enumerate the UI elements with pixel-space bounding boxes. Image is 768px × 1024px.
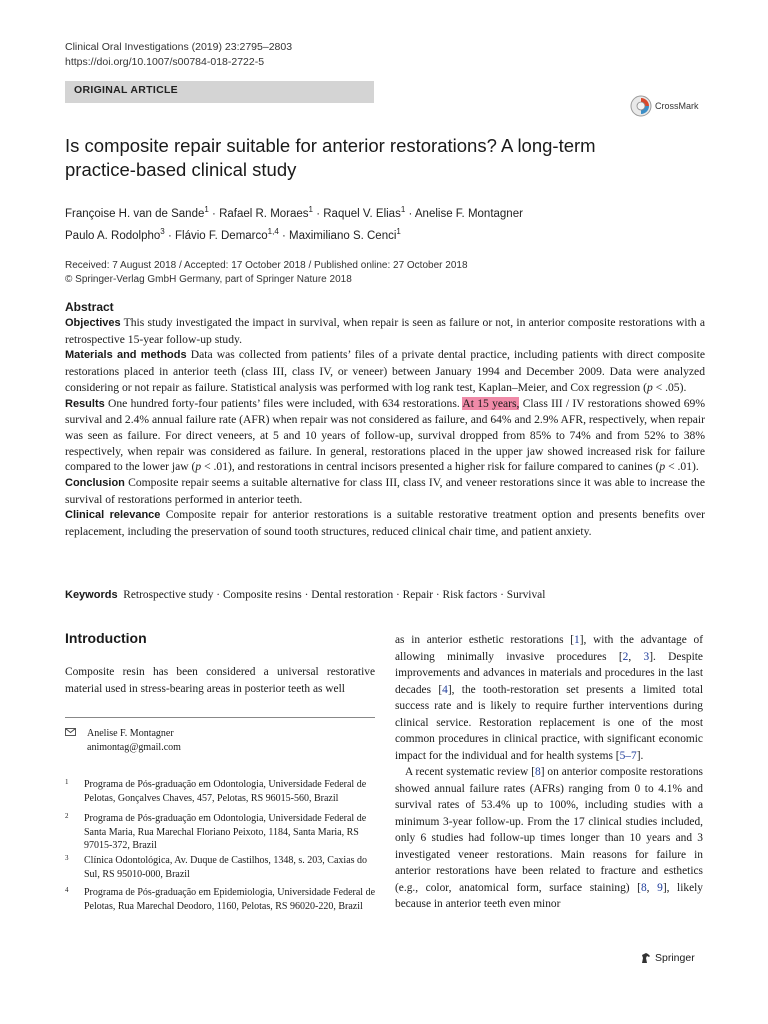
methods-text: Data was collected from patients’ files of a private dental practice, including patients with direct composite restorations placed in anterior teeth (class III, class IV, or veneer) between January 1994 and December 2009. Data were analyzed considering or not repair as failure. Statistical analysis was performed with log rank test, Kaplan–Meier, and Cox regression ( <box>65 348 705 394</box>
affiliation-number: 4 <box>65 886 69 894</box>
p-value-symbol: p <box>195 460 202 474</box>
author-affiliation-ref: 1 <box>396 226 401 236</box>
citation-link[interactable]: 8 <box>640 881 647 894</box>
citation-link[interactable]: 9 <box>657 881 663 894</box>
author-name[interactable]: Rafael R. Moraes <box>219 207 309 220</box>
right-column <box>395 632 703 913</box>
abstract-methods <box>65 347 705 395</box>
author-affiliation-ref: 1 <box>204 205 209 214</box>
author-line-1 <box>65 201 705 223</box>
highlighted-text[interactable]: At 15 years, <box>462 396 520 410</box>
body-text: as in anterior esthetic restorations [ <box>395 634 575 646</box>
author-name[interactable]: Raquel V. Elias <box>323 207 401 220</box>
author-separator: · <box>167 229 172 242</box>
corresponding-author: Anelise F. Montagner <box>87 728 174 739</box>
author-list <box>65 201 705 245</box>
author-affiliation-ref: 1 <box>308 205 313 214</box>
body-text: , <box>646 881 658 894</box>
author-separator: · <box>212 207 216 220</box>
conclusion-label: Conclusion <box>65 477 125 490</box>
author-separator: · <box>316 207 321 220</box>
body-text: ]. Despite improvements and advances in materials and procedures in the last decades [ <box>395 650 703 696</box>
copyright-notice: © Springer-Verlag GmbH Germany, part of Springer Nature 2018 <box>65 274 352 285</box>
publisher-footer <box>640 952 695 964</box>
citation-link[interactable]: 3 <box>643 650 650 663</box>
author-separator: · <box>408 207 413 220</box>
author-name[interactable]: Anelise F. Montagner <box>414 207 523 220</box>
journal-header <box>65 40 292 70</box>
body-text: ] on anterior composite restorations showed annual failure rates (AFRs) ranging from 0 to 4.1% and survival rates of 53.4% up to 100%, including studies with a minimum 3-year follow-up. From the 17 clinical studies included, only 6 studies had follow-up times longer than 10 years and 3 investigated veneer restorations. Main reasons for failure in anterior restorations have been related to fracture and esthetics (e.g., color, anatomical form, surface staining) [ <box>395 766 703 894</box>
author-name[interactable]: Françoise H. van de Sande <box>65 207 205 220</box>
abstract-conclusion <box>65 475 705 507</box>
crossmark-label: CrossMark <box>655 101 699 111</box>
author-name[interactable]: Paulo A. Rodolpho <box>65 229 161 242</box>
publication-dates <box>65 259 468 287</box>
abstract-heading: Abstract <box>65 300 114 314</box>
keywords-label: Keywords <box>65 589 118 601</box>
body-text: ], likely because in anterior teeth even minor <box>395 881 703 910</box>
results-label: Results <box>65 397 105 410</box>
author-affiliation-ref: 1 <box>400 205 406 214</box>
body-text: , <box>628 650 644 663</box>
intro-paragraph: Composite resin has been considered a universal restorative material used in stress-bearing areas in posterior teeth as well <box>65 666 375 695</box>
abstract <box>65 300 705 540</box>
abstract-relevance <box>65 507 705 539</box>
abstract-objectives <box>65 315 705 347</box>
author-name[interactable]: Maximiliano S. Cenci <box>289 229 397 242</box>
p-value-symbol: p <box>659 460 666 474</box>
body-text: A recent systematic review [ <box>405 766 535 778</box>
affiliation-number: 3 <box>65 854 69 862</box>
corresponding-email[interactable]: animontag@gmail.com <box>87 742 181 753</box>
results-text-cont: < .01), and restorations in central incisors presented a higher risk for failure compared to canines ( <box>201 460 660 474</box>
relevance-text: Composite repair for anterior restorations is a suitable restorative treatment option and presents benefits over replacement, including the preservation of sound tooth structures, reduced clinical chair time, and patient anxiety. <box>65 508 705 539</box>
keywords: Keywords Retrospective study · Composite resins · Dental restoration · Repair · Risk factors · Survival <box>65 589 546 601</box>
keyword: Composite resins <box>222 589 302 601</box>
author-name[interactable]: Flávio F. Demarco <box>174 229 268 242</box>
envelope-icon <box>65 728 76 736</box>
citation-link[interactable]: 4 <box>442 683 448 696</box>
relevance-label: Clinical relevance <box>65 509 161 522</box>
crossmark-icon <box>630 95 652 117</box>
keyword: Risk factors <box>442 589 498 601</box>
section-heading: Introduction <box>65 630 147 646</box>
objectives-label: Objectives <box>65 317 121 329</box>
article-title: Is composite repair suitable for anterior restorations? A long-term practice-based clinical study <box>65 135 596 180</box>
keyword: Repair <box>402 589 434 601</box>
journal-citation: Clinical Oral Investigations (2019) 23:2795–2803 <box>65 41 293 53</box>
doi-link[interactable]: https://doi.org/10.1007/s00784-018-2722-5 <box>65 56 265 68</box>
body-text: ], the tooth-restoration set presents a limited total success rate and is likely to require further interventions during clinical service. Restoration replacement is one of the most common procedures in clinical practice, with significant economic impact for the individual and for health systems [ <box>395 683 704 762</box>
crossmark-badge[interactable] <box>630 95 699 117</box>
affiliation-text: Clínica Odontológica, Av. Duque de Castilhos, 1348, s. 203, Caxias do Sul, RS 95010-000, Brazil <box>84 855 368 880</box>
affiliation-text: Programa de Pós-graduação em Epidemiologia, Universidade Federal de Pelotas, Rua Marechal Deodoro, 1160, Pelotas, RS 96020-220, Brazil <box>84 887 376 912</box>
abstract-results <box>65 396 705 476</box>
left-column <box>65 664 375 697</box>
author-separator: · <box>281 229 286 242</box>
affiliation-number: 2 <box>65 812 69 820</box>
citation-link[interactable]: 5–7 <box>619 749 637 762</box>
results-text-cont: Class III / IV restorations showed 69% survival and 2.4% annual failure rate (AFR) when repair was not considered as failure, and 64% and 2.9% AFR, respectively, when repair was seen as failure. For direct veneers, at 5 and 10 years of follow-up, survival dropped from 85% to 74% and from 52% to 38% respectively, when repair was considered as failure. In general, restorations placed in the upper jaw showed increased risk for failure compared to the lower jaw ( <box>65 396 705 474</box>
citation-link[interactable]: 2 <box>622 650 629 663</box>
author-affiliation-ref: 1,4 <box>267 226 279 236</box>
citation-link[interactable]: 1 <box>574 634 580 646</box>
methods-text-end: < .05). <box>652 380 687 394</box>
methods-label: Materials and methods <box>65 349 187 362</box>
author-affiliation-ref: 3 <box>160 226 165 236</box>
author-line-2 <box>65 223 705 245</box>
intro-paragraph <box>395 764 703 913</box>
keyword: Dental restoration <box>311 589 394 601</box>
body-text: ]. <box>636 749 644 762</box>
affiliation-number: 1 <box>65 778 69 786</box>
affiliation-text: Programa de Pós-graduação em Odontologia, Universidade Federal de Pelotas, Gonçalves Chaves, 457, Pelotas, RS 96015-560, Brazil <box>84 779 367 804</box>
results-text: One hundred forty-four patients’ files were included, with 634 restorations. <box>108 396 460 410</box>
body-text: ], with the advantage of allowing minimally invasive procedures [ <box>395 634 703 663</box>
conclusion-text: Composite repair seems a suitable alternative for class III, class IV, and veneer restorations since it was able to increase the survival of restorations performed in anterior teeth. <box>65 476 705 506</box>
citation-link[interactable]: 8 <box>535 766 541 778</box>
publication-history: Received: 7 August 2018 / Accepted: 17 October 2018 / Published online: 27 October 2018 <box>65 260 468 271</box>
intro-paragraph <box>395 632 703 764</box>
p-value-symbol: p <box>646 380 653 394</box>
publisher-name: Springer <box>655 952 695 964</box>
keyword: Retrospective study <box>123 589 214 601</box>
affiliation-text: Programa de Pós-graduação em Odontologia, Universidade Federal de Santa Maria, Rua Marechal Floriano Peixoto, 1184, Santa Maria, RS 97015-372, Brazil <box>84 813 367 851</box>
article-type: ORIGINAL ARTICLE <box>74 84 178 96</box>
objectives-text: This study investigated the impact in survival, when repair is seen as failure or not, in anterior composite restorations with a retrospective 15-year follow-up study. <box>65 316 705 346</box>
results-text-end: < .01). <box>665 460 699 474</box>
springer-horse-icon <box>640 952 652 964</box>
footnote-divider <box>65 717 375 718</box>
keyword: Survival <box>506 589 546 601</box>
